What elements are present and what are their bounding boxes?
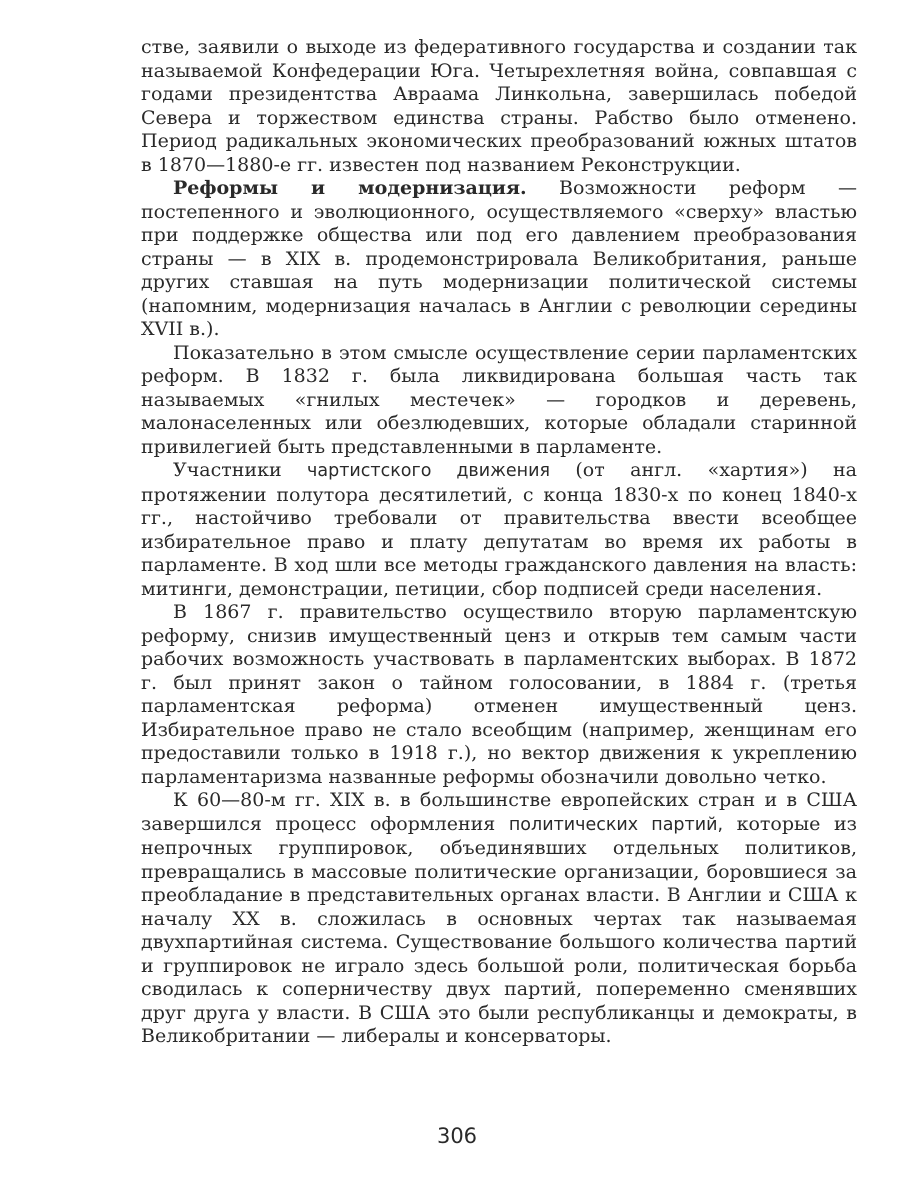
paragraph-confederation: [141, 36, 857, 177]
paragraph-parliament-reforms: [141, 342, 857, 460]
paragraph-text: (от англ. «хартия») на протяжении полутора десятилетий, с конца 1830-х по конец 1840-х гг., настойчиво требовали от правительства ввести всеобщее избирательное право и плату депутатам во время их работы в парламенте. В ход шли все методы гражданского давления на власть: митинги, демонстрации, петиции, сбор подписей среди населения.: [141, 459, 857, 600]
paragraph-text: стве, заявили о выходе из федеративного государства и создании так называемой Конфедерации Юга. Четырехлетняя война, совпавшая с годами президентства Авраама Линкольна, завершилась победой Севера и торжеством единства страны. Рабство было отменено. Период радикальных экономических преобразований южных штатов в 1870—1880-е гг. известен под названием Реконструкции.: [141, 36, 857, 176]
page-body: [141, 36, 857, 1049]
key-term: политических партий,: [508, 814, 724, 835]
paragraph-text: В 1867 г. правительство осуществило вторую парламентскую реформу, снизив имущественный ценз и открыв тем самым части рабочих возможность участвовать в парламентских выборах. В 1872 г. был принят закон о тайном голосовании, в 1884 г. (третья парламентская реформа) отменен имущественный ценз. Избирательное право не стало всеобщим (например, женщинам его предоставили только в 1918 г.), но вектор движения к укреплению парламентаризма названные реформы обозначили довольно четко.: [141, 601, 857, 788]
paragraph-text: Возможности реформ — постепенного и эволюционного, осуществляемого «сверху» властью при поддержке общества или под его давлением преобразования страны — в XIX в. продемонстрировала Великобритания, раньше других ставшая на путь модернизации политической системы (напомним, модернизация началась в Англии с революции середины XVII в.).: [141, 177, 858, 340]
key-term: чартистского движения: [307, 461, 550, 481]
paragraph-1867-reform: [141, 601, 857, 789]
page-number: 306: [436, 1124, 478, 1148]
paragraph-political-parties: [141, 789, 857, 1049]
paragraph-text: которые из непрочных группировок, объединявших отдельных политиков, превращались в массовые политические организации, боровшиеся за преобладание в представительных органах власти. В Англии и США к началу XX в. сложилась в основных чертах так называемая двухпартийная система. Существование большого количества партий и группировок не играло здесь большой роли, политическая борьба сводилась к соперничеству двух партий, попеременно сменявших друг друга у власти. В США это были республиканцы и демократы, в Великобритании — либералы и консерваторы.: [141, 812, 857, 1047]
section-heading: Реформы и модернизация.: [173, 177, 527, 199]
paragraph-text: К 60—80-м гг. XIX в. в большинстве европейских стран и в США завершился процесс оформления: [141, 789, 857, 835]
paragraph-text: Показательно в этом смысле осуществление серии парламентских реформ. В 1832 г. была ликвидирована большая часть так называемых «гнилых местечек» — городков и деревень, малонаселенных или обезлюдевших, которые обладали старинной привилегией быть представленными в парламенте.: [141, 341, 857, 458]
paragraph-reforms: [141, 177, 857, 342]
paragraph-text: Участники: [173, 459, 308, 481]
paragraph-chartists: [141, 459, 857, 601]
